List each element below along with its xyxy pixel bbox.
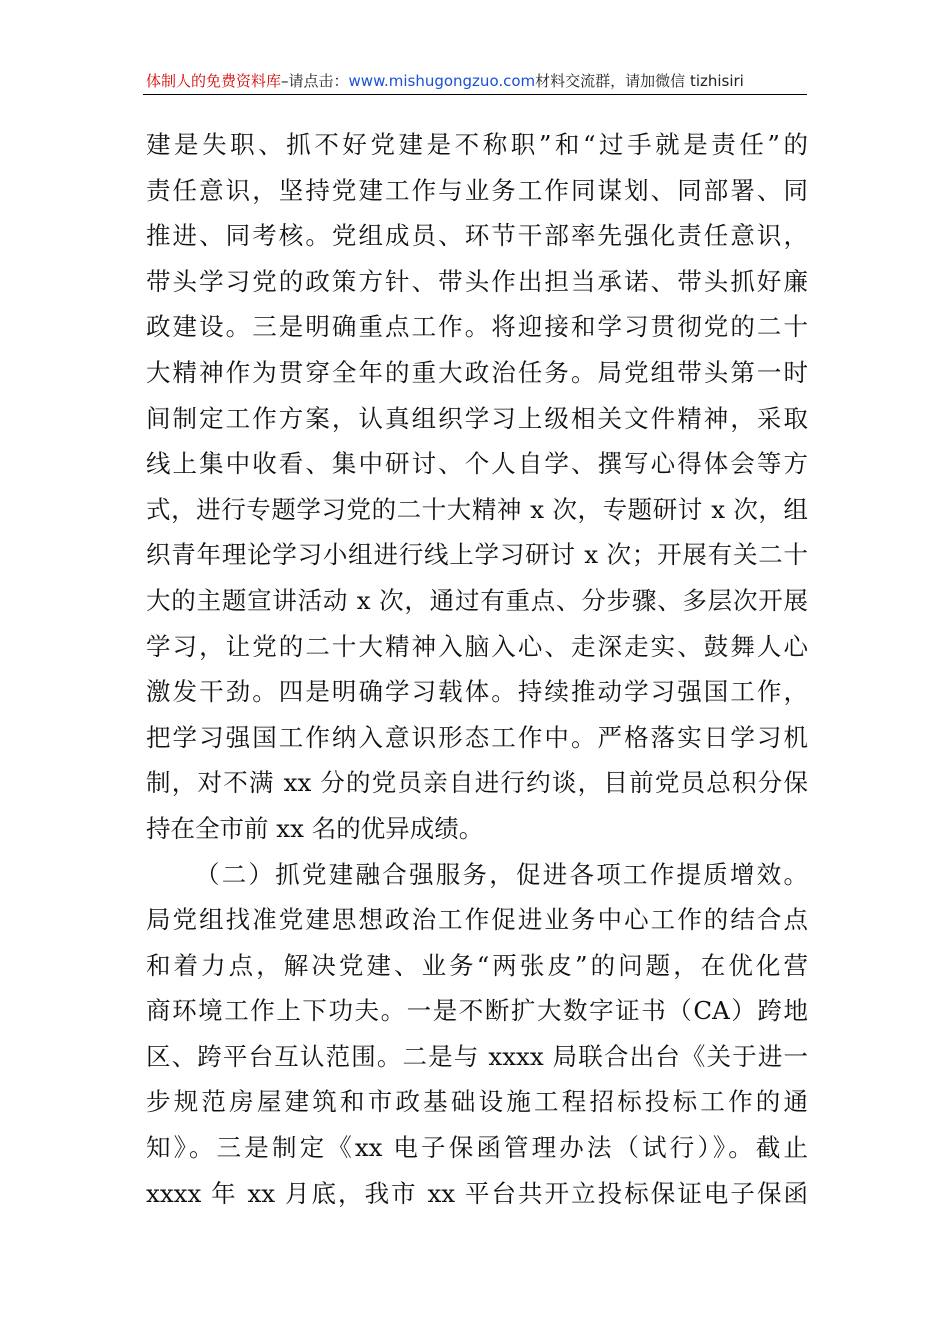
text-line: 间制定工作方案，认真组织学习上级相关文件精神，采取 <box>146 403 808 433</box>
text-line: 和着力点，解决党建、业务“两张皮”的问题，在优化营 <box>146 950 808 980</box>
text-line: 制，对不满 xx 分的党员亲自进行约谈，目前党员总积分保 <box>146 768 808 798</box>
paragraph-2 <box>146 852 808 1217</box>
text-line: 政建设。三是明确重点工作。将迎接和学习贯彻党的二十 <box>146 312 808 342</box>
header-divider <box>143 94 807 95</box>
text-line: 激发干劲。四是明确学习载体。持续推动学习强国工作， <box>146 677 808 707</box>
text-line: 知》。三是制定《xx 电子保函管理办法（试行）》。截止 <box>146 1133 808 1163</box>
text-line: 持在全市前 xx 名的优异成绩。 <box>146 813 484 843</box>
header-url-link[interactable]: www.mishugongzuo.com <box>348 72 536 90</box>
text-line: 商环境工作上下功夫。一是不断扩大数字证书（CA）跨地 <box>146 996 808 1026</box>
text-line: 建是失职、抓不好党建是不称职”和“过手就是责任”的 <box>146 130 808 159</box>
text-line: 局党组找准党建思想政治工作促进业务中心工作的结合点 <box>146 905 808 935</box>
document-body <box>146 122 808 1216</box>
text-line: 责任意识，坚持党建工作与业务工作同谋划、同部署、同 <box>146 175 808 205</box>
header-wechat-note: 材料交流群，请加微信 tizhisiri <box>535 72 744 90</box>
text-line: 步规范房屋建筑和市政基础设施工程招标投标工作的通 <box>146 1087 808 1117</box>
text-line: 区、跨平台互认范围。二是与 xxxx 局联合出台《关于进一 <box>146 1041 808 1071</box>
header-site-name: 体制人的免费资料库 <box>146 72 282 90</box>
text-line: xxxx 年 xx 月底，我市 xx 平台共开立投标保证电子保函 <box>146 1178 808 1208</box>
text-line: 大精神作为贯穿全年的重大政治任务。局党组带头第一时 <box>146 357 808 387</box>
text-line: 学习，让党的二十大精神入脑入心、走深走实、鼓舞人心 <box>146 631 808 661</box>
text-line: 式，进行专题学习党的二十大精神 x 次，专题研讨 x 次，组 <box>146 494 808 524</box>
text-line: 大的主题宣讲活动 x 次，通过有重点、分步骤、多层次开展 <box>146 585 808 615</box>
section-heading-line: （二）抓党建融合强服务，促进各项工作提质增效。 <box>195 859 808 889</box>
paragraph-1 <box>146 122 808 852</box>
text-line: 把学习强国工作纳入意识形态工作中。严格落实日学习机 <box>146 722 808 752</box>
header-click-prompt: –请点击： <box>281 72 349 90</box>
text-line: 线上集中收看、集中研讨、个人自学、撰写心得体会等方 <box>146 449 808 479</box>
text-line: 推进、同考核。党组成员、环节干部率先强化责任意识， <box>146 221 808 251</box>
page-header <box>146 70 806 94</box>
text-line: 带头学习党的政策方针、带头作出担当承诺、带头抓好廉 <box>146 266 808 296</box>
text-line: 织青年理论学习小组进行线上学习研讨 x 次；开展有关二十 <box>146 540 808 570</box>
